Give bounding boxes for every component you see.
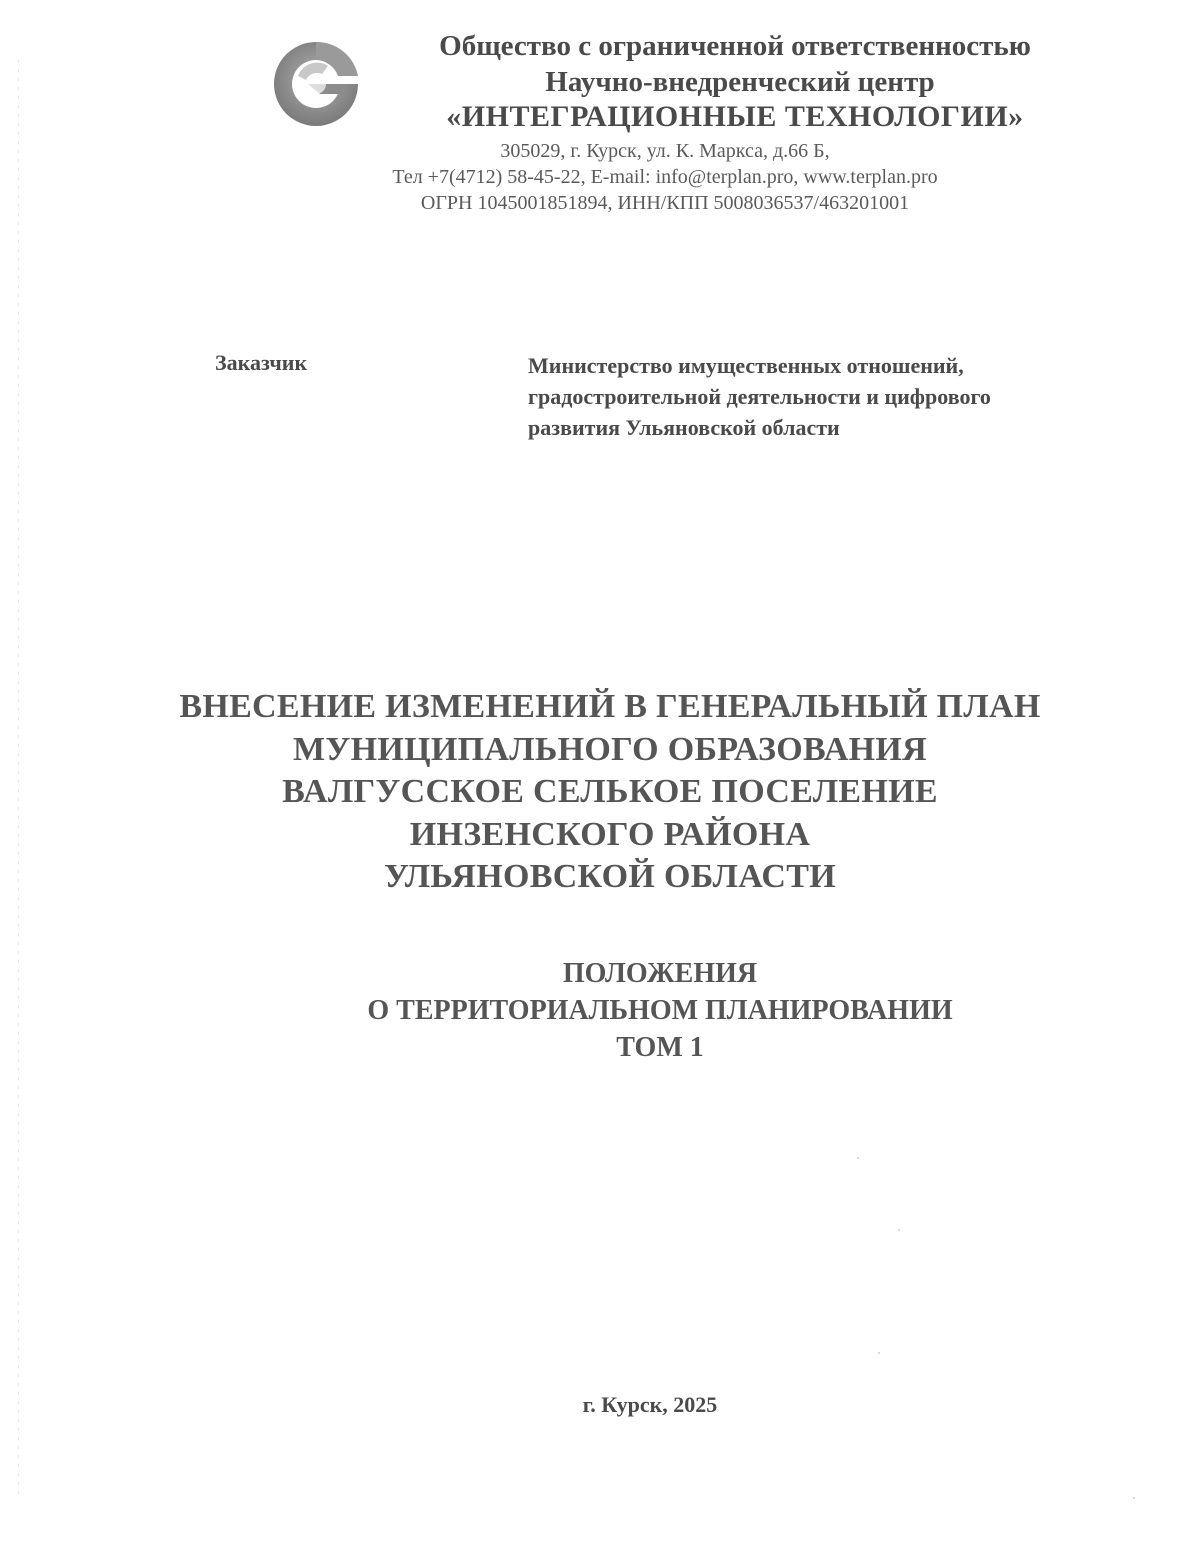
document-title-line: ВАЛГУССКОЕ СЕЛЬКОЕ ПОСЕЛЕНИЕ bbox=[282, 773, 938, 810]
document-subtitle-line: О ТЕРРИТОРИАЛЬНОМ ПЛАНИРОВАНИИ bbox=[367, 995, 953, 1026]
document-title-line: УЛЬЯНОВСКОЙ ОБЛАСТИ bbox=[384, 858, 836, 895]
customer-name bbox=[528, 350, 1128, 443]
scan-speck bbox=[1133, 1497, 1135, 1499]
document-title-line: МУНИЦИПАЛЬНОГО ОБРАЗОВАНИЯ bbox=[292, 730, 928, 768]
organization-registration: ОГРН 1045001851894, ИНН/КПП 5008036537/463201001 bbox=[420, 192, 910, 214]
scan-speck bbox=[898, 1229, 900, 1231]
document-subtitle-line: ТОМ 1 bbox=[616, 1032, 704, 1063]
organization-type: Общество с ограниченной ответственностью bbox=[439, 30, 1031, 62]
customer-name-line: развития Ульяновской области bbox=[528, 415, 840, 440]
scan-speck bbox=[878, 1352, 880, 1354]
document-subtitle-line: ПОЛОЖЕНИЯ bbox=[562, 958, 758, 989]
place-and-year: г. Курск, 2025 bbox=[582, 1392, 718, 1417]
document-title bbox=[150, 686, 1070, 899]
scan-speck bbox=[857, 1157, 859, 1159]
organization-name: «ИНТЕГРАЦИОННЫЕ ТЕХНОЛОГИИ» bbox=[446, 100, 1024, 133]
company-logo-icon bbox=[268, 36, 364, 132]
organization-kind: Научно-внедренческий центр bbox=[545, 66, 935, 98]
customer-name-line: градостроительной деятельности и цифрового bbox=[528, 384, 991, 409]
customer-name-line: Министерство имущественных отношений, bbox=[528, 353, 964, 378]
organization-address: 305029, г. Курск, ул. К. Маркса, д.66 Б, bbox=[500, 140, 830, 162]
document-title-line: ИНЗЕНСКОГО РАЙОНА bbox=[409, 815, 811, 853]
document-subtitle bbox=[250, 955, 1070, 1066]
document-title-line: ВНЕСЕНИЕ ИЗМЕНЕНИЙ В ГЕНЕРАЛЬНЫЙ ПЛАН bbox=[179, 688, 1041, 725]
scan-edge-line bbox=[18, 60, 19, 1500]
organization-contacts: Тел +7(4712) 58-45-22, E-mail: info@terplan.pro, www.terplan.pro bbox=[392, 166, 938, 188]
customer-label: Заказчик bbox=[215, 350, 308, 375]
